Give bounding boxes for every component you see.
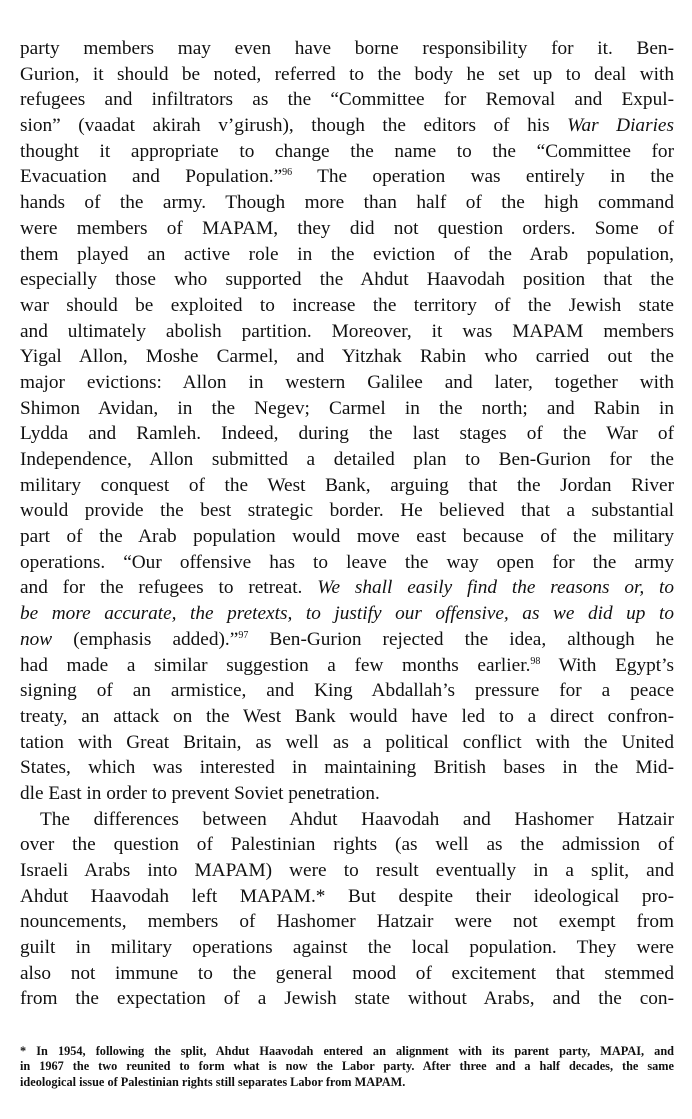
text-line: over the question of Palestinian rights (as well as the admission of: [20, 834, 674, 856]
note-marker: 97: [238, 629, 249, 641]
text-line: operations. “Our offensive has to leave the way open for the army: [20, 551, 674, 573]
text-line: [20, 601, 674, 627]
text-line: Shimon Avidan, in the Negev; Carmel in the north; and Rabin in: [20, 397, 674, 419]
footnote: [20, 1044, 674, 1090]
text-line: States, which was interested in maintaining British bases in the Mid-: [20, 757, 674, 779]
text-run: sion” (vaadat akirah v’girush), though the editors of his: [20, 115, 568, 137]
book-title: War Diaries: [567, 115, 674, 137]
text-run: had made a similar suggestion a few months earlier.: [20, 654, 531, 676]
text-run: The operation was entirely in the: [292, 166, 674, 188]
text-line: them played an active role in the eviction of the Arab population,: [20, 243, 674, 265]
footnote-line: in 1967 the two reunited to form what is now the Labor party. After three and a half decades, the same: [20, 1059, 674, 1074]
text-line: were members of MAPAM, they did not question orders. Some of: [20, 217, 674, 239]
text-line: [20, 164, 674, 190]
text-run: and for the refugees to retreat.: [20, 577, 318, 599]
text-line: military conquest of the West Bank, arguing that the Jordan River: [20, 474, 674, 496]
text-line: Independence, Allon submitted a detailed plan to Ben-Gurion for the: [20, 449, 674, 470]
text-line: [20, 627, 674, 653]
text-line: from the expectation of a Jewish state without Arabs, and the con-: [20, 988, 674, 1010]
emphasis: now: [20, 628, 53, 650]
paragraph-start: The differences between Ahdut Haavodah and Hashomer Hatzair: [40, 808, 674, 830]
footnote-line: * In 1954, following the split, Ahdut Haavodah entered an alignment with its parent party, MAPAI, and: [20, 1044, 674, 1058]
text-line: Israeli Arabs into MAPAM) were to result eventually in a split, and: [20, 860, 674, 881]
text-line: nouncements, members of Hashomer Hatzair were not exempt from: [20, 911, 674, 933]
text-line: would provide the best strategic border. He believed that a substantial: [20, 500, 674, 522]
note-marker: 98: [530, 655, 541, 667]
text-run: With Egypt’s: [540, 654, 674, 676]
text-line: guilt in military operations against the local population. They were: [20, 937, 674, 959]
text-run: Ben-Gurion rejected the idea, although he: [248, 628, 674, 650]
text-line: also not immune to the general mood of excitement that stemmed: [20, 962, 674, 984]
text-line: hands of the army. Though more than half of the high command: [20, 192, 674, 214]
text-line: and ultimately abolish partition. Moreover, it was MAPAM members: [20, 320, 674, 342]
emphasis: We shall easily find the reasons or, to: [317, 577, 674, 599]
text-run: (emphasis added).”: [52, 628, 239, 650]
body-text: [20, 36, 674, 1012]
text-line: [20, 653, 674, 679]
text-line: especially those who supported the Ahdut Haavodah position that the: [20, 269, 674, 291]
text-line: tation with Great Britain, as well as a political conflict with the United: [20, 731, 674, 753]
text-line: [20, 575, 674, 601]
text-line: thought it appropriate to change the name to the “Committee for: [20, 140, 674, 162]
text-run: Evacuation and Population.”: [20, 166, 283, 188]
text-line: dle East in order to prevent Soviet penetration.: [20, 782, 380, 804]
text-line: signing of an armistice, and King Abdallah’s pressure for a peace: [20, 680, 674, 702]
text-line: [20, 113, 674, 139]
text-line: Yigal Allon, Moshe Carmel, and Yitzhak Rabin who carried out the: [20, 346, 674, 368]
text-line: party members may even have borne responsibility for it. Ben-: [20, 38, 674, 59]
text-line: war should be exploited to increase the territory of the Jewish state: [20, 294, 674, 316]
text-line: Lydda and Ramleh. Indeed, during the last stages of the War of: [20, 423, 674, 445]
note-marker: 96: [282, 167, 293, 179]
text-line: Ahdut Haavodah left MAPAM.* But despite their ideological pro-: [20, 885, 674, 907]
text-line: Gurion, it should be noted, referred to the body he set up to deal with: [20, 63, 674, 85]
text-line: part of the Arab population would move east because of the military: [20, 526, 674, 548]
emphasis: be more accurate, the pretexts, to justify our offensive, as we did up to: [20, 603, 674, 625]
text-line: major evictions: Allon in western Galilee and later, together with: [20, 371, 674, 393]
text-line: treaty, an attack on the West Bank would have led to a direct confron-: [20, 705, 674, 727]
text-line: refugees and infiltrators as the “Committee for Removal and Expul-: [20, 89, 674, 111]
footnote-line: ideological issue of Palestinian rights still separates Labor from MAPAM.: [20, 1074, 406, 1089]
